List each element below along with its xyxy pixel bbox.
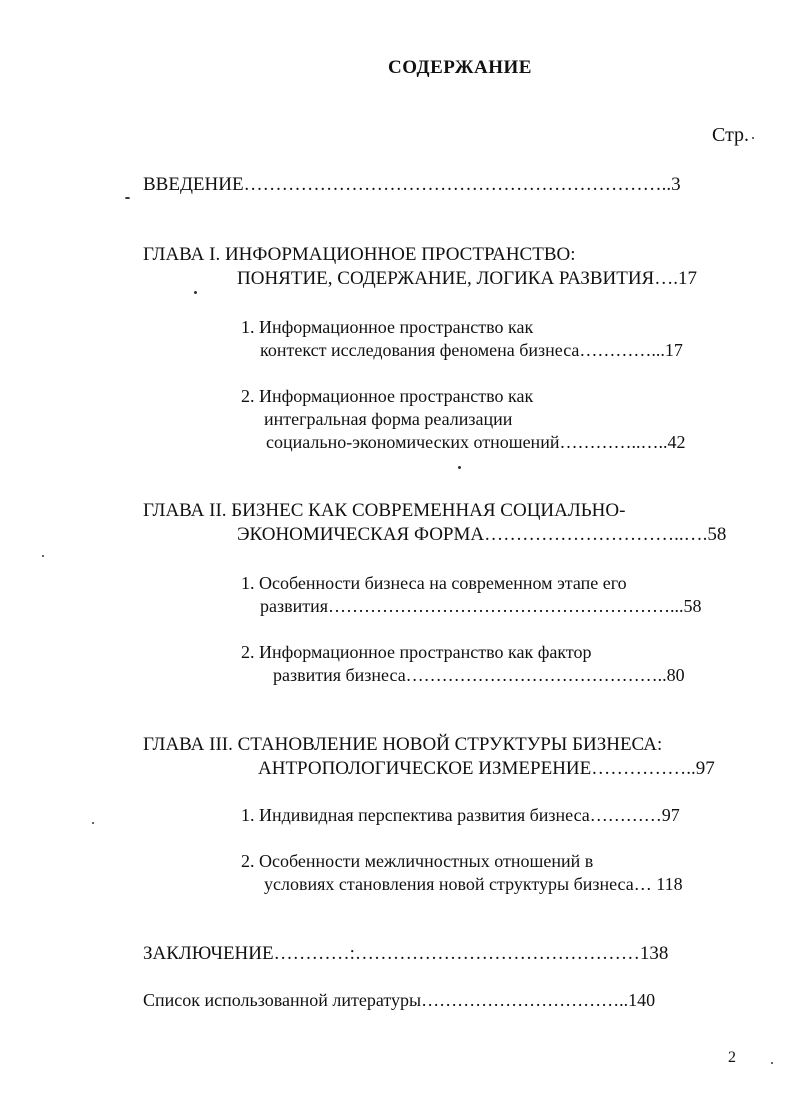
scan-speck (752, 137, 754, 139)
toc-chapter-3-section-2-line-1: 2. Особенности межличностных отношений в (241, 851, 594, 871)
toc-chapter-1-section-2-line-2: интегральная форма реализации (264, 409, 513, 429)
toc-chapter-3-section-1: 1. Индивидная перспектива развития бизнеса…………97 (241, 805, 680, 825)
toc-chapter-3-title-line-1: ГЛАВА III. СТАНОВЛЕНИЕ НОВОЙ СТРУКТУРЫ БИЗНЕСА: (143, 734, 663, 755)
toc-chapter-2-section-2-line-1: 2. Информационное пространство как фактор (241, 642, 592, 662)
toc-entry-introduction: ВВЕДЕНИЕ…………………………………………………………..3 (143, 174, 681, 195)
scan-speck (458, 466, 461, 469)
toc-entry-conclusion: ЗАКЛЮЧЕНИЕ…………:………………………………………138 (143, 943, 669, 964)
toc-chapter-1-section-1-line-2: контекст исследования феномена бизнеса…………...17 (260, 340, 683, 360)
toc-chapter-3-section-2-line-2: условиях становления новой структуры бизнеса… 118 (264, 874, 683, 894)
toc-chapter-1-section-1-line-1: 1. Информационное пространство как (241, 317, 534, 337)
toc-chapter-1-section-2-line-1: 2. Информационное пространство как (241, 386, 534, 406)
page-number: 2 (728, 1049, 736, 1066)
toc-chapter-2-section-1-line-2: развития…………………………………………………...58 (260, 596, 702, 616)
toc-chapter-1-section-2-line-3: социально-экономических отношений…………..…..42 (266, 432, 686, 452)
scan-speck (92, 822, 94, 824)
page-title: СОДЕРЖАНИЕ (388, 57, 532, 78)
toc-chapter-2-title-line-2: ЭКОНОМИЧЕСКАЯ ФОРМА…………………………..….58 (237, 524, 727, 545)
toc-chapter-1-title-line-1: ГЛАВА I. ИНФОРМАЦИОННОЕ ПРОСТРАНСТВО: (143, 244, 576, 265)
toc-chapter-3-title-line-2: АНТРОПОЛОГИЧЕСКОЕ ИЗМЕРЕНИЕ……………..97 (258, 758, 715, 779)
toc-chapter-2-title-line-1: ГЛАВА II. БИЗНЕС КАК СОВРЕМЕННАЯ СОЦИАЛЬНО- (143, 500, 626, 521)
scan-speck (194, 291, 197, 294)
toc-entry-bibliography: Список использованной литературы……………………………..140 (143, 990, 656, 1010)
toc-chapter-2-section-2-line-2: развития бизнеса……………………………………..80 (273, 665, 685, 685)
scan-speck (771, 1062, 773, 1064)
scan-speck (125, 197, 130, 199)
toc-chapter-1-title-line-2: ПОНЯТИЕ, СОДЕРЖАНИЕ, ЛОГИКА РАЗВИТИЯ….17 (237, 268, 697, 289)
page-column-label: Стр. (712, 124, 750, 146)
toc-chapter-2-section-1-line-1: 1. Особенности бизнеса на современном этапе его (241, 573, 627, 593)
scan-speck (42, 555, 44, 557)
